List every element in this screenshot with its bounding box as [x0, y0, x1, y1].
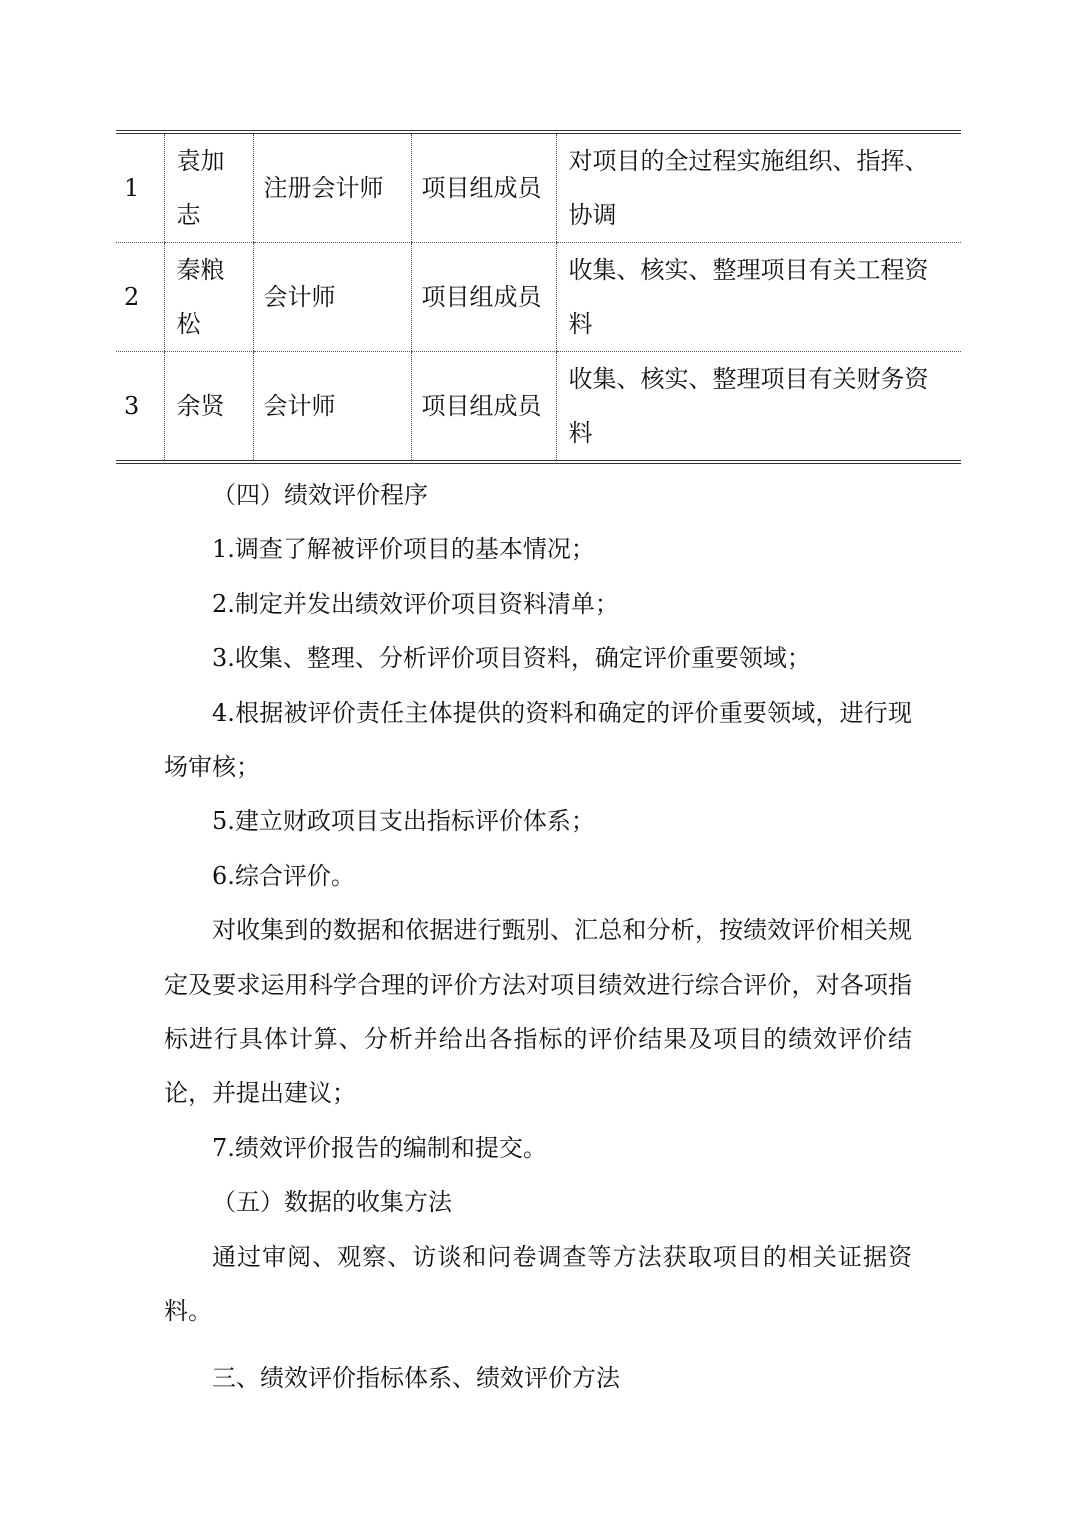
procedure-step-2: 2.制定并发出绩效评价项目资料清单；	[212, 589, 619, 618]
procedure-step-6: 6.综合评价。	[212, 861, 355, 890]
procedure-step-3: 3.收集、整理、分析评价项目资料，确定评价重要领域；	[212, 644, 811, 673]
body-text	[164, 468, 912, 1405]
row-number: 1	[116, 132, 164, 243]
row-number: 2	[116, 243, 164, 352]
procedure-step-4: 4.根据被评价责任主体提供的资料和确定的评价重要领域，进行现场审核；	[164, 698, 912, 782]
member-role: 项目组成员	[411, 243, 556, 352]
member-role: 项目组成员	[411, 132, 556, 243]
member-duty: 收集、核实、整理项目有关工程资料	[556, 243, 961, 352]
member-title: 注册会计师	[253, 132, 411, 243]
member-title: 会计师	[253, 352, 411, 463]
member-duty: 收集、核实、整理项目有关财务资料	[556, 352, 961, 463]
section-heading-data-collection: （五）数据的收集方法	[212, 1188, 452, 1217]
table-row	[116, 352, 961, 463]
section-heading-procedure: （四）绩效评价程序	[212, 481, 428, 509]
member-name: 余贤	[164, 352, 253, 463]
section-heading-indicator-system: 三、绩效评价指标体系、绩效评价方法	[212, 1363, 620, 1392]
data-collection-paragraph: 通过审阅、观察、访谈和问卷调查等方法获取项目的相关证据资料。	[164, 1242, 912, 1326]
procedure-step-7: 7.绩效评价报告的编制和提交。	[212, 1133, 547, 1162]
row-number: 3	[124, 392, 140, 420]
member-title: 会计师	[253, 243, 411, 352]
procedure-step-5: 5.建立财政项目支出指标评价体系；	[212, 807, 595, 836]
member-duty: 对项目的全过程实施组织、指挥、协调	[556, 132, 961, 243]
procedure-step-1: 1.调查了解被评价项目的基本情况；	[212, 535, 595, 564]
member-name: 秦粮松	[164, 243, 253, 352]
member-name: 袁加志	[164, 132, 253, 243]
table-row	[116, 243, 961, 352]
table-row	[116, 132, 961, 243]
staff-table	[116, 130, 961, 464]
evaluation-paragraph: 对收集到的数据和依据进行甄别、汇总和分析，按绩效评价相关规定及要求运用科学合理的评价方法对项目绩效进行综合评价，对各项指标进行具体计算、分析并给出各指标的评价结果及项目的绩效评价结论，并提出建议；	[164, 916, 912, 1108]
member-role: 项目组成员	[411, 352, 556, 463]
